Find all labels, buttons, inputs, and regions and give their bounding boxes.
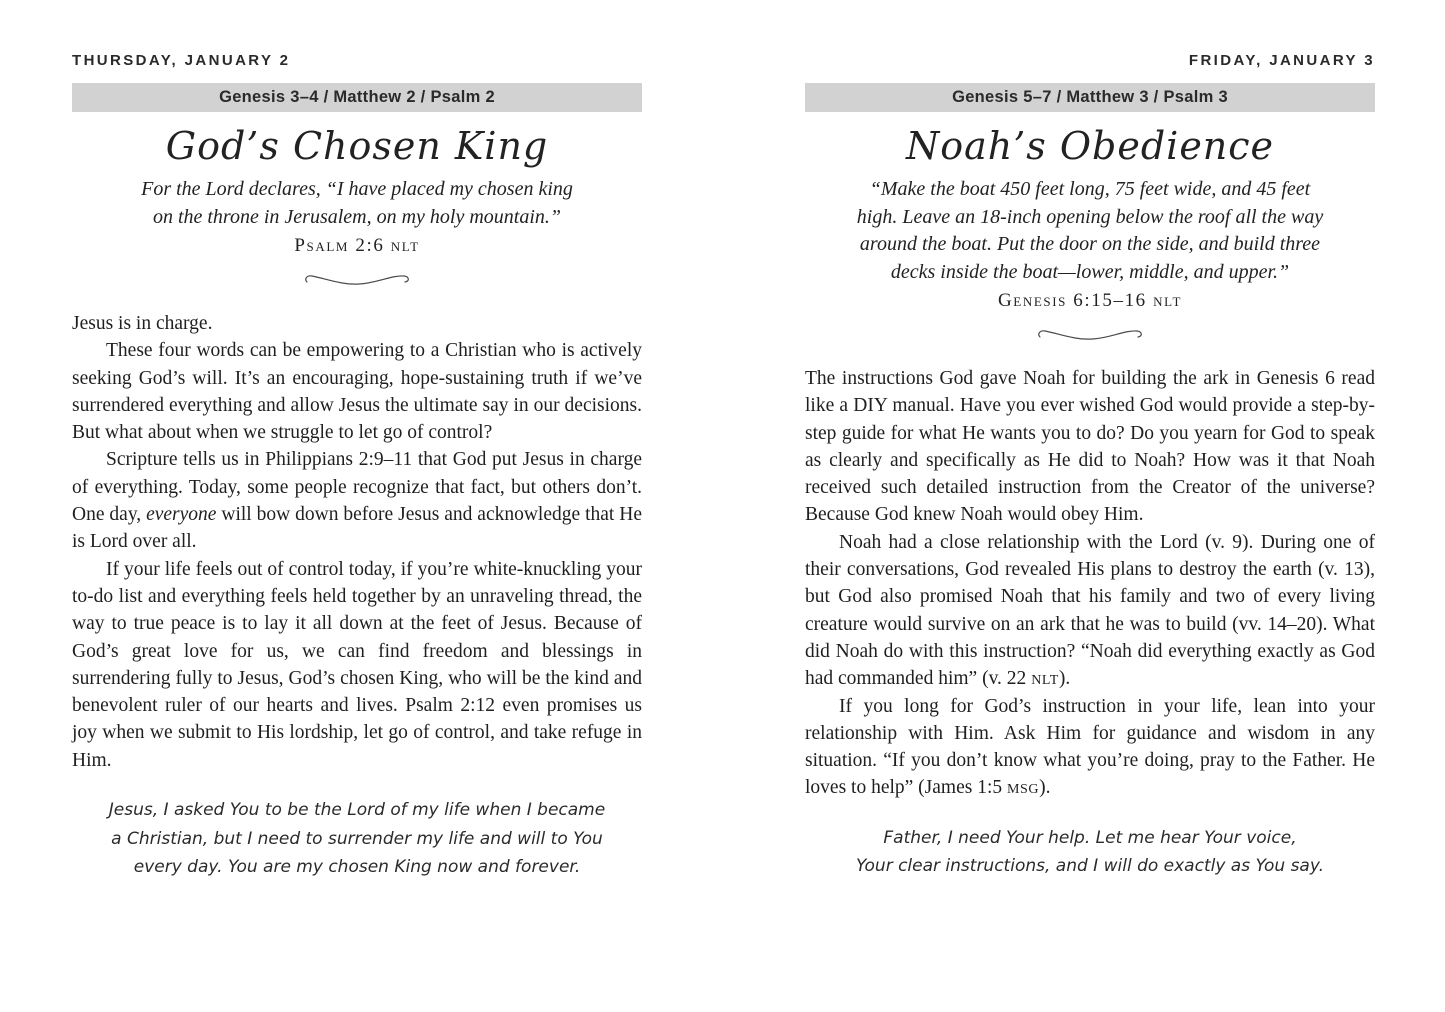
reading-reference-banner: Genesis 5–7 / Matthew 3 / Psalm 3 bbox=[805, 83, 1375, 112]
closing-prayer bbox=[805, 824, 1375, 881]
text-segment: ). bbox=[1058, 668, 1071, 690]
reading-reference-banner: Genesis 3–4 / Matthew 2 / Psalm 2 bbox=[72, 83, 642, 112]
body-paragraph bbox=[805, 365, 1375, 529]
flourish-icon bbox=[1030, 325, 1150, 345]
body-paragraph bbox=[72, 337, 642, 446]
text-line: on the throne in Jerusalem, on my holy mountain.” bbox=[152, 205, 562, 228]
text-line: Father, I need Your help. Let me hear Your voice, bbox=[883, 827, 1297, 848]
running-head-date: THURSDAY, JANUARY 2 bbox=[72, 52, 291, 69]
scripture-quote bbox=[805, 176, 1375, 286]
devotional-body bbox=[72, 310, 642, 774]
left-page bbox=[72, 0, 642, 1012]
body-paragraph bbox=[72, 556, 642, 774]
text-line: “Make the boat 450 feet long, 75 feet wide, and 45 feet bbox=[869, 178, 1311, 200]
text-line: Jesus, I asked You to be the Lord of my life when I became bbox=[108, 800, 606, 821]
text-line: high. Leave an 18-inch opening below the roof all the way bbox=[856, 205, 1324, 228]
text-line: Your clear instructions, and I will do exactly as You say. bbox=[856, 856, 1324, 877]
devotional-title: Noah’s Obedience bbox=[905, 124, 1275, 168]
text-segment: msg bbox=[1007, 777, 1040, 799]
running-head-date: FRIDAY, JANUARY 3 bbox=[1188, 52, 1375, 69]
right-page bbox=[805, 0, 1375, 1012]
body-paragraph bbox=[72, 446, 642, 555]
text-segment: Jesus is in charge. bbox=[72, 313, 213, 334]
text-segment: The instructions God gave Noah for building the ark in Genesis 6 read like a DIY manual. Have you ever wished God would provide a step-by-step guide for what He wants you to do? Do you yearn for God to speak as clearly and specifically as He did to Noah? How was it that Noah received such detailed instruction from the Creator of the universe? Because God knew Noah would obey Him. bbox=[805, 368, 1375, 526]
scripture-quote bbox=[72, 176, 642, 231]
text-segment: ). bbox=[1039, 777, 1051, 799]
body-paragraph bbox=[805, 693, 1375, 802]
closing-prayer bbox=[72, 796, 642, 882]
devotional-body bbox=[805, 365, 1375, 802]
text-segment: These four words can be empowering to a Christian who is actively seeking God’s will. It’s an encouraging, hope-sustaining truth if we’ve surrendered everything and allow Jesus the ultimate say in our decisions. But what about when we struggle to let go of control? bbox=[72, 340, 642, 444]
text-line: decks inside the boat—lower, middle, and upper.” bbox=[890, 260, 1290, 283]
flourish-divider bbox=[72, 270, 642, 295]
scripture-reference: Genesis 6:15–16 nlt bbox=[997, 290, 1183, 311]
text-segment: If you long for God’s instruction in your life, lean into your relationship with Him. Ask Him for guidance and wisdom in any situation. “If you don’t know what you’re doing, pray to the Father. He loves to help” (James 1:5 bbox=[805, 695, 1375, 799]
text-line: a Christian, but I need to surrender my life and will to You bbox=[111, 828, 603, 849]
text-segment: Noah had a close relationship with the Lord (v. 9). During one of their conversations, God revealed His plans to destroy the earth (v. 13), but God also promised Noah that his family and two of every living creature would survive on an ark that he was to build (vv. 14–20). What did Noah do with this instruction? “Noah did everything exactly as God had commanded him” (v. 22 bbox=[805, 531, 1375, 690]
body-paragraph bbox=[72, 310, 642, 337]
body-paragraph bbox=[805, 529, 1375, 693]
text-line: every day. You are my chosen King now and forever. bbox=[133, 857, 581, 878]
text-segment: nlt bbox=[1031, 668, 1059, 690]
scripture-reference: Psalm 2:6 nlt bbox=[294, 235, 420, 256]
text-line: around the boat. Put the door on the side, and build three bbox=[859, 233, 1321, 255]
text-segment: Scripture tells us in Philippians 2:9–11 that God put Jesus in charge of everything. Today, some people recognize that fact, but others don’t. One day, bbox=[72, 449, 642, 526]
text-segment: will bow down before Jesus and acknowledge that He is Lord over all. bbox=[72, 504, 642, 553]
text-line: For the Lord declares, “I have placed my chosen king bbox=[141, 178, 573, 200]
flourish-icon bbox=[297, 270, 417, 290]
devotional-title: God’s Chosen King bbox=[165, 124, 549, 168]
text-segment: everyone bbox=[146, 504, 217, 526]
flourish-divider bbox=[805, 325, 1375, 350]
text-segment: If your life feels out of control today, if you’re white-knuckling your to-do list and everything feels held together by an unraveling thread, the way to true peace is to lay it all down at the feet of Jesus. Because of God’s great love for us, we can find freedom and blessings in surrendering fully to Jesus, God’s chosen King, who will be the kind and benevolent ruler of our hearts and lives. Psalm 2:12 even promises us joy when we submit to His lordship, let go of control, and take refuge in Him. bbox=[72, 558, 642, 771]
